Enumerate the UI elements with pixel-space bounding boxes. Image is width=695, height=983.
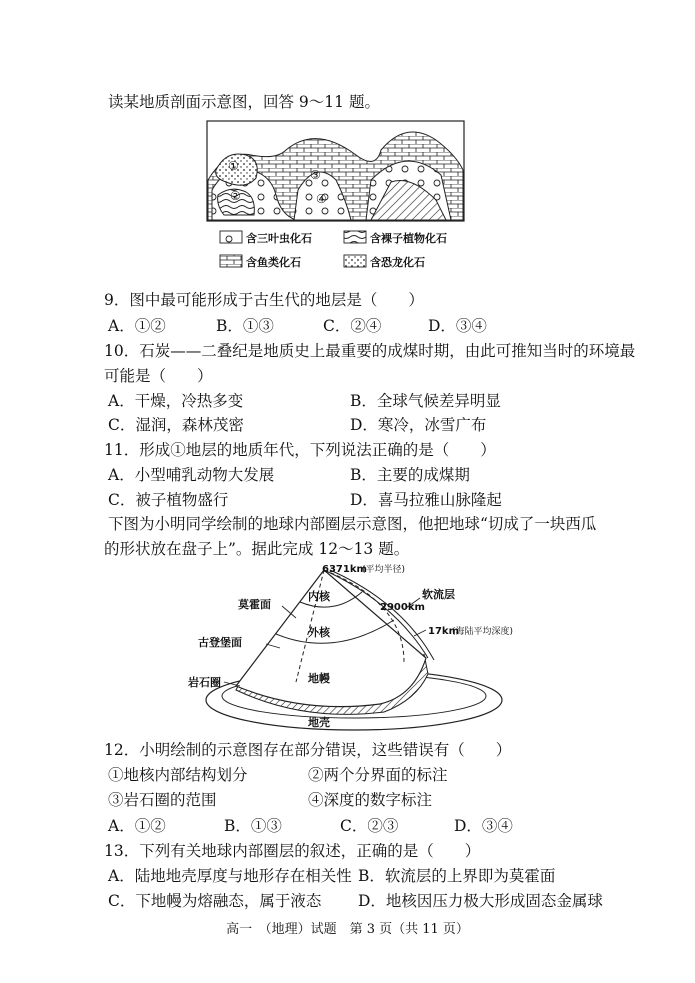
label-radius-note: (平均半径) <box>362 565 406 575</box>
q12-item-4: ④深度的数字标注 <box>308 791 433 809</box>
layer-label-2: ② <box>230 189 241 203</box>
legend-dinosaur: 含恐龙化石 <box>370 256 425 269</box>
q12-option-c: C．②③ <box>340 817 399 835</box>
label-depth-2900: 2900km <box>380 602 425 613</box>
q12-item-2: ②两个分界面的标注 <box>308 766 448 784</box>
label-gutenberg: 古登堡面 <box>198 636 242 649</box>
label-radius: 6371km <box>322 564 367 575</box>
layer-label-4: ④ <box>316 192 327 206</box>
question-11-stem: 11．形成①地层的地质年代，下列说法正确的是（ ） <box>104 441 496 459</box>
q13-option-a: A．陆地地壳厚度与地形存在相关性 <box>108 867 352 885</box>
q11-option-a: A．小型哺乳动物大发展 <box>108 466 275 484</box>
label-asthenosphere: 软流层 <box>422 588 455 601</box>
q9-option-b: B．①③ <box>216 317 274 335</box>
q12-option-b: B．①③ <box>224 817 282 835</box>
intro-text-1: 读某地质剖面示意图，回答 9～11 题。 <box>108 93 380 111</box>
question-9-stem: 9．图中最可能形成于古生代的地层是（ ） <box>104 291 424 309</box>
question-13-stem: 13．下列有关地球内部圈层的叙述，正确的是（ ） <box>104 842 481 860</box>
q11-option-c: C．被子植物盛行 <box>108 491 229 509</box>
q13-option-c: C．下地幔为熔融态，属于液态 <box>108 892 322 910</box>
label-crust: 地壳 <box>308 716 330 729</box>
q13-option-d: D．地核因压力极大形成固态金属球 <box>358 892 603 910</box>
q12-item-1: ①地核内部结构划分 <box>108 766 248 784</box>
question-10-stem-line1: 10．石炭——二叠纪是地质史上最重要的成煤时期，由此可推知当时的环境最 <box>104 342 636 360</box>
page-footer: 高一 （地理）试题 第 3 页（共 11 页） <box>226 922 469 937</box>
label-depth-17-note: (海陆平均深度) <box>452 627 514 637</box>
layer-label-3: ③ <box>310 168 321 182</box>
question-12-stem: 12．小明绘制的示意图存在部分错误，这些错误有（ ） <box>104 741 512 759</box>
intro-text-2-line1: 下图为小明同学绘制的地球内部圈层示意图，他把地球“切成了一块西瓜 <box>108 515 597 533</box>
legend-gymnosperm: 含裸子植物化石 <box>370 232 447 245</box>
legend-fish: 含鱼类化石 <box>246 256 301 269</box>
q12-item-3: ③岩石圈的范围 <box>108 791 217 809</box>
q9-option-c: C．②④ <box>323 317 382 335</box>
layer-label-1: ① <box>228 159 239 173</box>
q11-option-b: B．主要的成煤期 <box>350 466 470 484</box>
q9-option-d: D．③④ <box>428 317 487 335</box>
q10-option-a: A．干燥，冷热多变 <box>108 392 244 410</box>
q10-option-b: B．全球气候差异明显 <box>350 392 501 410</box>
q9-option-a: A．①② <box>108 317 166 335</box>
legend-trilobite: 含三叶虫化石 <box>246 232 312 245</box>
q13-option-b: B．软流层的上界即为莫霍面 <box>358 867 556 885</box>
q10-option-d: D．寒冷，冰雪广布 <box>350 416 487 434</box>
q12-option-a: A．①② <box>108 817 166 835</box>
question-10-stem-line2: 可能是（ ） <box>104 367 213 385</box>
label-lithosphere: 岩石圈 <box>188 676 221 689</box>
label-depth-17: 17km <box>428 626 459 637</box>
q12-option-d: D．③④ <box>454 817 513 835</box>
label-outer-core: 外核 <box>308 626 330 639</box>
label-inner-core: 内核 <box>308 590 330 603</box>
q11-option-d: D．喜马拉雅山脉隆起 <box>350 491 502 509</box>
earth-interior-figure <box>184 562 544 734</box>
geologic-section-figure <box>206 120 466 280</box>
q10-option-c: C．湿润，森林茂密 <box>108 416 244 434</box>
label-mantle: 地幔 <box>308 672 330 685</box>
intro-text-2-line2: 的形状放在盘子上”。据此完成 12～13 题。 <box>104 540 410 558</box>
label-moho: 莫霍面 <box>238 598 271 611</box>
